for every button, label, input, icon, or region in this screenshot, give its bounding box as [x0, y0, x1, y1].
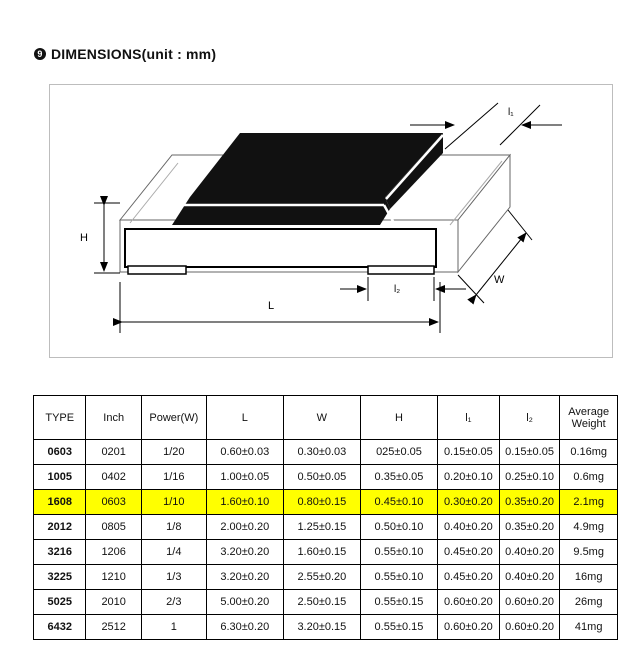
cell-l1: 0.60±0.20	[438, 615, 500, 640]
table-row-highlighted	[34, 490, 618, 515]
cell-weight: 4.9mg	[560, 515, 618, 540]
cell-w: 2.50±0.15	[283, 590, 360, 615]
cell-l1: 0.20±0.10	[438, 465, 500, 490]
dim-label-l: L	[268, 300, 275, 312]
cell-h: 0.55±0.15	[360, 590, 437, 615]
cell-h: 025±0.05	[360, 440, 437, 465]
dimension-l2	[340, 277, 466, 301]
cell-inch: 2010	[86, 590, 142, 615]
col-header-power: Power(W)	[141, 396, 206, 440]
cell-h: 0.45±0.10	[360, 490, 437, 515]
cell-weight: 0.16mg	[560, 440, 618, 465]
cell-l2: 0.15±0.05	[499, 440, 560, 465]
cell-l: 1.60±0.10	[206, 490, 283, 515]
cell-inch: 0402	[86, 465, 142, 490]
cell-type: 1005	[34, 465, 86, 490]
section-heading	[34, 46, 216, 62]
cell-l2: 0.35±0.20	[499, 490, 560, 515]
cell-type: 3225	[34, 565, 86, 590]
cell-weight: 41mg	[560, 615, 618, 640]
cell-h: 0.50±0.10	[360, 515, 437, 540]
cell-w: 1.25±0.15	[283, 515, 360, 540]
cell-w: 2.55±0.20	[283, 565, 360, 590]
cell-l: 0.60±0.03	[206, 440, 283, 465]
table-row	[34, 615, 618, 640]
cell-w: 0.80±0.15	[283, 490, 360, 515]
cell-h: 0.55±0.10	[360, 540, 437, 565]
cell-type: 6432	[34, 615, 86, 640]
cell-inch: 0603	[86, 490, 142, 515]
cell-l: 3.20±0.20	[206, 565, 283, 590]
cell-l: 5.00±0.20	[206, 590, 283, 615]
cell-inch: 1210	[86, 565, 142, 590]
table-row	[34, 515, 618, 540]
right-terminal-pad	[368, 266, 434, 274]
cell-weight: 16mg	[560, 565, 618, 590]
dim-label-h: H	[80, 232, 88, 244]
cell-l2: 0.40±0.20	[499, 540, 560, 565]
col-header-l1: l₁	[438, 396, 500, 440]
cell-inch: 2512	[86, 615, 142, 640]
dimensions-table	[33, 395, 618, 640]
col-header-inch: Inch	[86, 396, 142, 440]
cell-weight: 0.6mg	[560, 465, 618, 490]
cell-power: 1/4	[141, 540, 206, 565]
table-row	[34, 590, 618, 615]
cell-weight: 2.1mg	[560, 490, 618, 515]
dim-label-l2: l₂	[394, 284, 401, 295]
cell-l2: 0.35±0.20	[499, 515, 560, 540]
cell-w: 0.50±0.05	[283, 465, 360, 490]
cell-l2: 0.25±0.10	[499, 465, 560, 490]
chip-resistor-drawing	[50, 85, 612, 357]
dim-label-w: W	[494, 274, 505, 286]
col-header-w: W	[283, 396, 360, 440]
col-header-average-weight: Average Weight	[560, 396, 618, 440]
cell-weight: 9.5mg	[560, 540, 618, 565]
dim-label-l1: l₁	[508, 107, 514, 118]
cell-power: 1/16	[141, 465, 206, 490]
table-row	[34, 465, 618, 490]
table-header-row	[34, 396, 618, 440]
cell-inch: 1206	[86, 540, 142, 565]
cell-h: 0.55±0.15	[360, 615, 437, 640]
cell-l1: 0.30±0.20	[438, 490, 500, 515]
cell-l: 1.00±0.05	[206, 465, 283, 490]
cell-type: 0603	[34, 440, 86, 465]
table-row	[34, 440, 618, 465]
cell-l1: 0.45±0.20	[438, 565, 500, 590]
cell-l2: 0.40±0.20	[499, 565, 560, 590]
cell-power: 1/10	[141, 490, 206, 515]
cell-type: 3216	[34, 540, 86, 565]
cell-inch: 0805	[86, 515, 142, 540]
table-row	[34, 540, 618, 565]
cell-l1: 0.45±0.20	[438, 540, 500, 565]
section-title: DIMENSIONS(unit : mm)	[51, 46, 217, 62]
cell-type: 1608	[34, 490, 86, 515]
col-header-h: H	[360, 396, 437, 440]
cell-l2: 0.60±0.20	[499, 590, 560, 615]
cell-l: 6.30±0.20	[206, 615, 283, 640]
cell-power: 1/3	[141, 565, 206, 590]
cell-l: 3.20±0.20	[206, 540, 283, 565]
cell-w: 0.30±0.03	[283, 440, 360, 465]
cell-type: 2012	[34, 515, 86, 540]
cell-h: 0.35±0.05	[360, 465, 437, 490]
section-number-badge: 9	[34, 48, 46, 60]
cell-w: 3.20±0.15	[283, 615, 360, 640]
cell-l: 2.00±0.20	[206, 515, 283, 540]
cell-type: 5025	[34, 590, 86, 615]
left-terminal-pad	[128, 266, 186, 274]
cell-weight: 26mg	[560, 590, 618, 615]
col-header-l2: l₂	[499, 396, 560, 440]
table-row	[34, 565, 618, 590]
col-header-type: TYPE	[34, 396, 86, 440]
dimension-diagram	[49, 84, 613, 358]
cell-l1: 0.60±0.20	[438, 590, 500, 615]
cell-power: 1/20	[141, 440, 206, 465]
dimension-l	[120, 282, 440, 333]
cell-power: 1/8	[141, 515, 206, 540]
cell-l2: 0.60±0.20	[499, 615, 560, 640]
cell-power: 1	[141, 615, 206, 640]
dimension-h	[94, 203, 120, 273]
cell-h: 0.55±0.10	[360, 565, 437, 590]
cell-l1: 0.15±0.05	[438, 440, 500, 465]
cell-l1: 0.40±0.20	[438, 515, 500, 540]
cell-w: 1.60±0.15	[283, 540, 360, 565]
col-header-l: L	[206, 396, 283, 440]
cell-power: 2/3	[141, 590, 206, 615]
cell-inch: 0201	[86, 440, 142, 465]
